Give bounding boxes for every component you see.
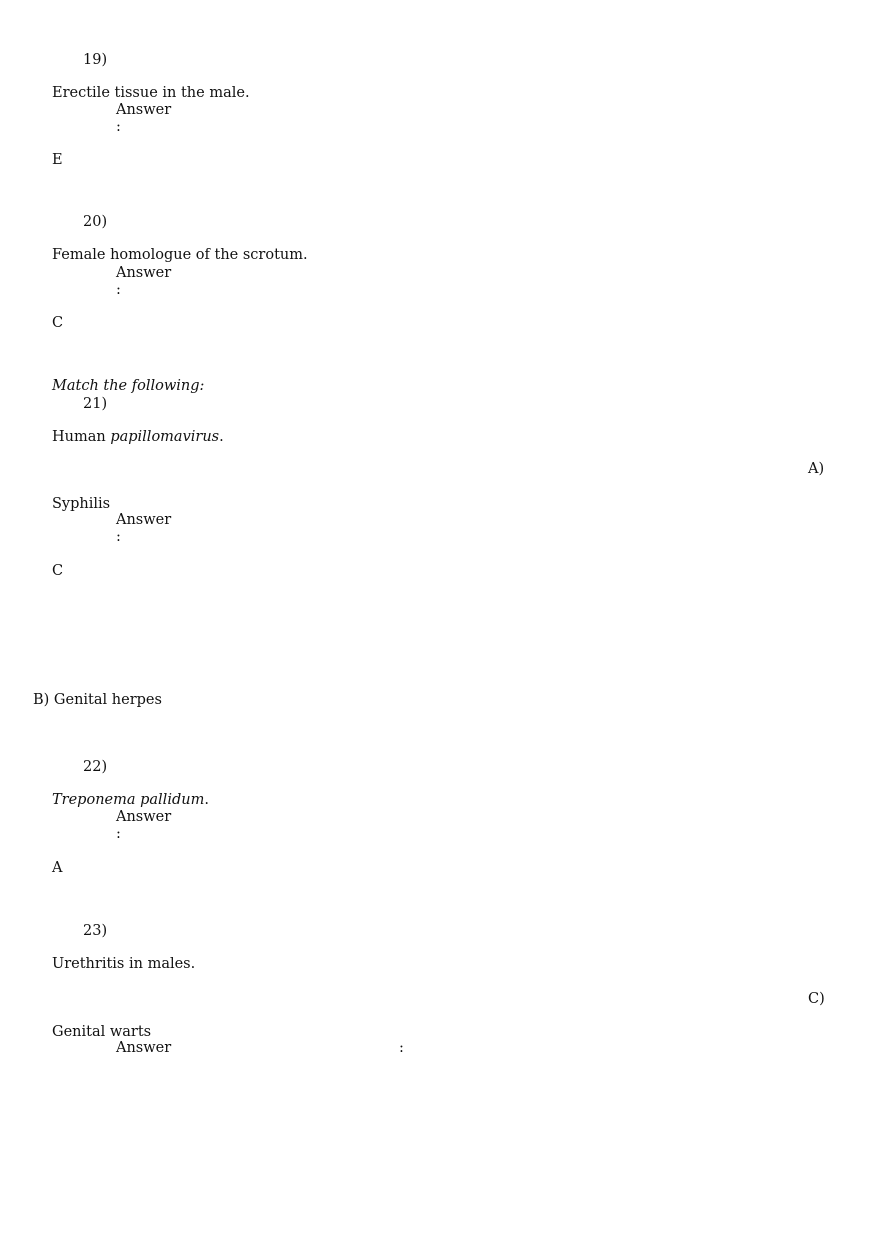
prompt-italic: Treponema pallidum <box>52 792 205 808</box>
question-number: 23) <box>83 923 108 939</box>
answer-value: E <box>52 152 63 168</box>
option-letter: A) <box>808 461 825 477</box>
answer-value: A <box>52 860 63 876</box>
question-prompt <box>52 428 224 446</box>
question-prompt: Female homologue of the scrotum. <box>52 247 308 263</box>
answer-label: Answer <box>116 809 172 825</box>
prompt-end: . <box>204 792 209 808</box>
answer-value: C <box>52 563 64 579</box>
answer-colon: : <box>116 529 121 545</box>
prompt-end: . <box>219 429 224 445</box>
question-number: 21) <box>83 396 108 412</box>
answer-label: Answer <box>116 265 172 281</box>
match-heading <box>52 377 204 395</box>
answer-colon: : <box>116 826 121 842</box>
question-prompt: Urethritis in males. <box>52 956 196 972</box>
prompt-plain: Human <box>52 429 111 445</box>
option-letter: C) <box>808 991 825 1007</box>
prompt-italic: papillomavirus <box>110 429 220 445</box>
option-b: B) Genital herpes <box>33 692 162 708</box>
option-text: Genital warts <box>52 1024 152 1040</box>
answer-colon: : <box>116 119 121 135</box>
answer-value: C <box>52 315 64 331</box>
answer-label: Answer <box>116 512 172 528</box>
match-heading-text: Match the following: <box>52 378 205 394</box>
question-number: 19) <box>83 52 108 68</box>
question-prompt <box>52 791 209 809</box>
answer-colon: : <box>116 282 121 298</box>
option-text: Syphilis <box>52 496 111 512</box>
question-number: 20) <box>83 214 108 230</box>
question-number: 22) <box>83 759 108 775</box>
answer-label: Answer <box>116 1040 172 1056</box>
answer-colon: : <box>399 1040 404 1056</box>
answer-label: Answer <box>116 102 172 118</box>
question-prompt: Erectile tissue in the male. <box>52 85 250 101</box>
